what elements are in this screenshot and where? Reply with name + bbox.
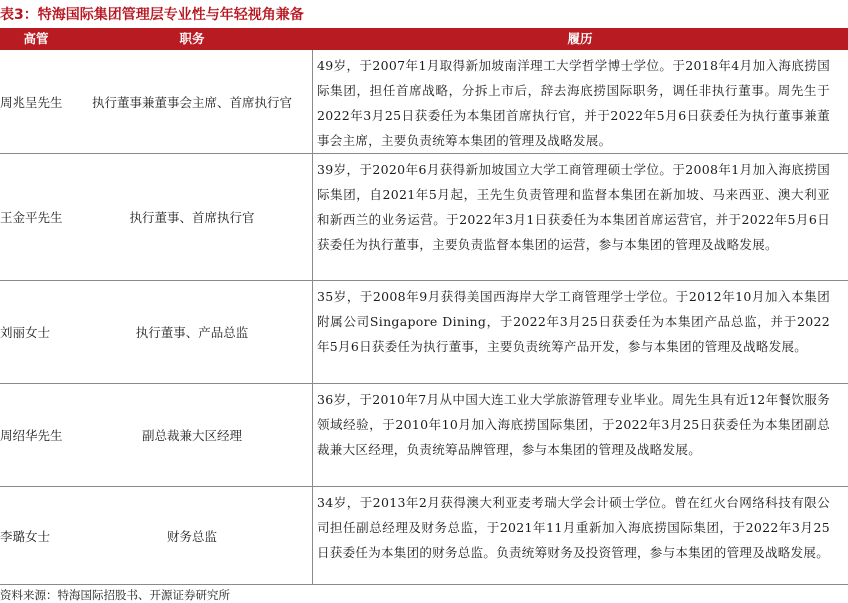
table-row [0, 281, 848, 384]
executive-resume: 35岁，于2008年9月获得美国西海岸大学工商管理学士学位。于2012年10月加入本集团附属公司Singapore Dining，于2022年3月25日获委任为本集团产品总监，并于2022年5月6日获委任为执行董事，主要负责统筹产品开发，参与本集团的管理及战略发展。 [312, 281, 848, 383]
header-resume: 履历 [567, 31, 593, 46]
executive-name: 周兆呈先生 [0, 94, 63, 110]
executive-name: 周绍华先生 [0, 428, 63, 443]
table-title: 表3：特海国际集团管理层专业性与年轻视角兼备 [0, 7, 304, 23]
header-position: 职务 [179, 31, 205, 46]
table-row [0, 384, 848, 487]
executive-position: 财务总监 [166, 528, 217, 544]
table-header [0, 28, 848, 50]
executive-resume: 39岁，于2020年6月获得新加坡国立大学工商管理硕士学位。于2008年1月加入海底捞国际集团，自2021年5月起，王先生负责管理和监督本集团在新加坡、马来西亚、澳大利亚和新西兰的业务运营。于2022年3月1日获委任为本集团首席运营官，并于2022年5月6日获委任为执行董事，主要负责监督本集团的运营，参与本集团的管理及战略发展。 [312, 154, 848, 280]
executive-name: 刘丽女士 [0, 325, 51, 340]
header-executive: 高管 [23, 31, 49, 46]
data-source-note: 资料来源：特海国际招股书、开源证券研究所 [0, 588, 230, 602]
executive-name: 王金平先生 [0, 210, 63, 225]
table-row [0, 487, 848, 585]
table-row [0, 154, 848, 281]
executive-position: 副总裁兼大区经理 [141, 428, 242, 443]
executive-position: 执行董事、产品总监 [135, 325, 249, 340]
executive-name: 李璐女士 [0, 528, 51, 544]
executive-resume: 36岁，于2010年7月从中国大连工业大学旅游管理专业毕业。周先生具有近12年餐饮服务领域经验，于2010年10月加入海底捞国际集团，于2022年3月25日获委任为本集团副总裁兼大区经理，负责统筹品牌管理，参与本集团的管理及战略发展。 [312, 384, 848, 486]
executive-resume: 49岁，于2007年1月取得新加坡南洋理工大学哲学博士学位。于2018年4月加入海底捞国际集团，担任首席战略，分拆上市后，辞去海底捞国际职务，调任非执行董事。周先生于2022年3月25日获委任为本集团首席执行官，并于2022年5月6日获委任为执行董事兼董事会主席，主要负责统筹本集团的管理及战略发展。 [312, 50, 848, 153]
executive-resume: 34岁，于2013年2月获得澳大利亚麦考瑞大学会计硕士学位。曾在红火台网络科技有限公司担任副总经理及财务总监，于2021年11月重新加入海底捞国际集团，于2022年3月25日获委任为本集团的财务总监。负责统筹财务及投资管理，参与本集团的管理及战略发展。 [312, 487, 848, 584]
executive-position: 执行董事、首席执行官 [129, 210, 255, 225]
table-row [0, 50, 848, 154]
executive-position: 执行董事兼董事会主席、首席执行官 [91, 94, 292, 110]
